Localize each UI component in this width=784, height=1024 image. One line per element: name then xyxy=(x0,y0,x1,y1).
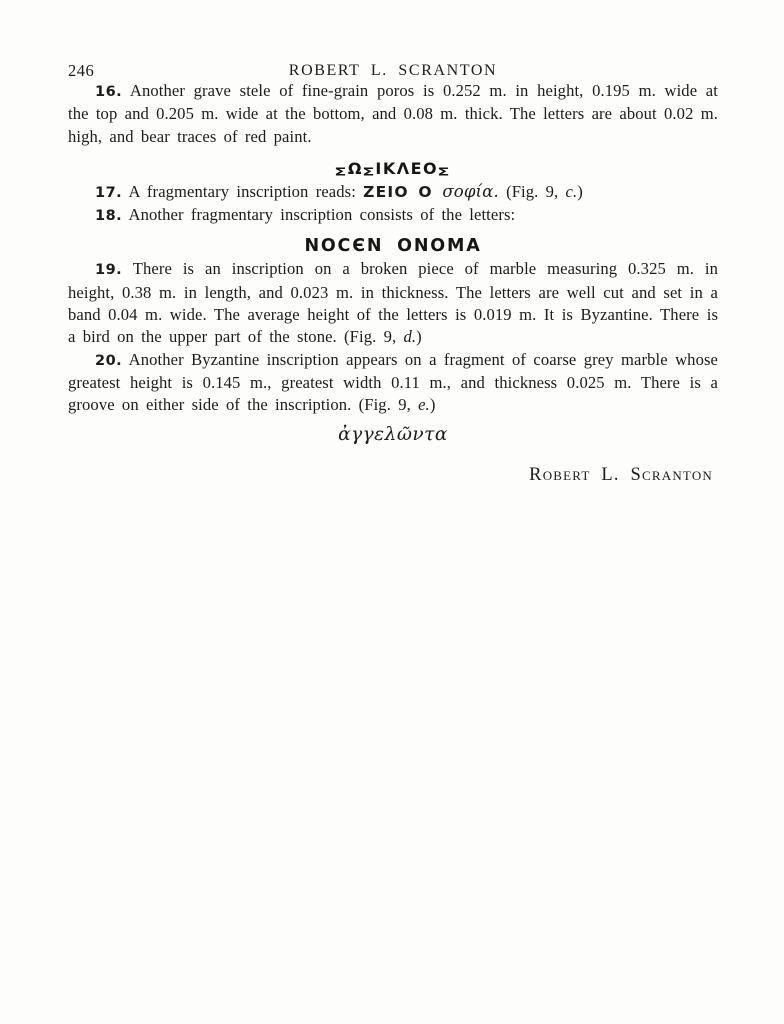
entry-number-16: 16. xyxy=(95,84,123,100)
figure-letter: c. xyxy=(565,181,578,201)
entry-text-16: Another grave stele of fine-grain poros is 0.252 m. in height, 0.195 m. wide at the top and 0.205 m. wide at the bottom, and 0.08 m. thick. The letters are about 0.02 m. high, and bear traces of red paint. xyxy=(68,81,718,146)
figure-letter: e. xyxy=(418,395,430,415)
paragraph-19 xyxy=(68,258,718,348)
figure-letter: d. xyxy=(403,327,417,347)
inline-inscription-zeio: ZEIO O xyxy=(363,182,443,201)
entry-number-19: 19. xyxy=(95,262,123,279)
entry-number-20: 20. xyxy=(95,352,123,369)
figure-reference-close: ) xyxy=(577,181,583,201)
figure-reference-close: ) xyxy=(416,327,422,347)
running-head xyxy=(68,62,718,80)
running-title: ROBERT L. SCRANTON xyxy=(288,62,498,79)
figure-reference: (Fig. 9, xyxy=(344,327,404,347)
entry-number-18: 18. xyxy=(95,208,123,225)
paragraph-16 xyxy=(68,80,718,148)
epigraphic-sigma: Σ xyxy=(362,165,377,178)
paragraph-17 xyxy=(68,181,718,204)
entry-text-19: There is an inscription on a broken piece of marble measuring 0.325 m. in height, 0.38 m. in length, and 0.023 m. in thickness. The letters are well cut and set in a band 0.04 m. wide. The average height of the letters is 0.019 m. It is Byzantine. There is a bird on the upper part of the stone. xyxy=(68,259,718,347)
greek-word-sophia: σοφία. xyxy=(442,181,499,201)
text-column xyxy=(68,62,718,486)
inscription-angelonta: ἀγγελῶντα xyxy=(338,423,448,445)
epigraphic-sigma: Σ xyxy=(437,165,452,178)
entry-text-20: Another Byzantine inscription appears on a fragment of coarse grey marble whose greatest height is 0.145 m., greatest width 0.11 m., and thickness 0.025 m. There is a groove on either side of the inscription. xyxy=(68,349,718,415)
page-number: 246 xyxy=(68,61,95,80)
entry-text-17: A fragmentary inscription reads: xyxy=(122,181,364,201)
inscription-sosikleos xyxy=(68,157,718,181)
figure-reference-close: ) xyxy=(429,395,436,415)
entry-number-17: 17. xyxy=(95,184,123,201)
figure-reference: (Fig. 9, xyxy=(498,181,566,201)
inscription-letters: Ω xyxy=(347,158,363,178)
author-signature: Robert L. Scranton xyxy=(529,464,713,485)
paragraph-20 xyxy=(68,349,718,417)
inscription-letters: ΙΚΛΕΟ xyxy=(375,158,439,178)
figure-reference: (Fig. 9, xyxy=(358,395,419,415)
entry-text-18: Another fragmentary inscription consists of the letters: xyxy=(122,205,516,225)
inscription-nocen-onoma: NOCЄN ONOMA xyxy=(304,236,482,257)
paragraph-18 xyxy=(68,204,718,227)
epigraphic-sigma: Σ xyxy=(334,165,349,178)
